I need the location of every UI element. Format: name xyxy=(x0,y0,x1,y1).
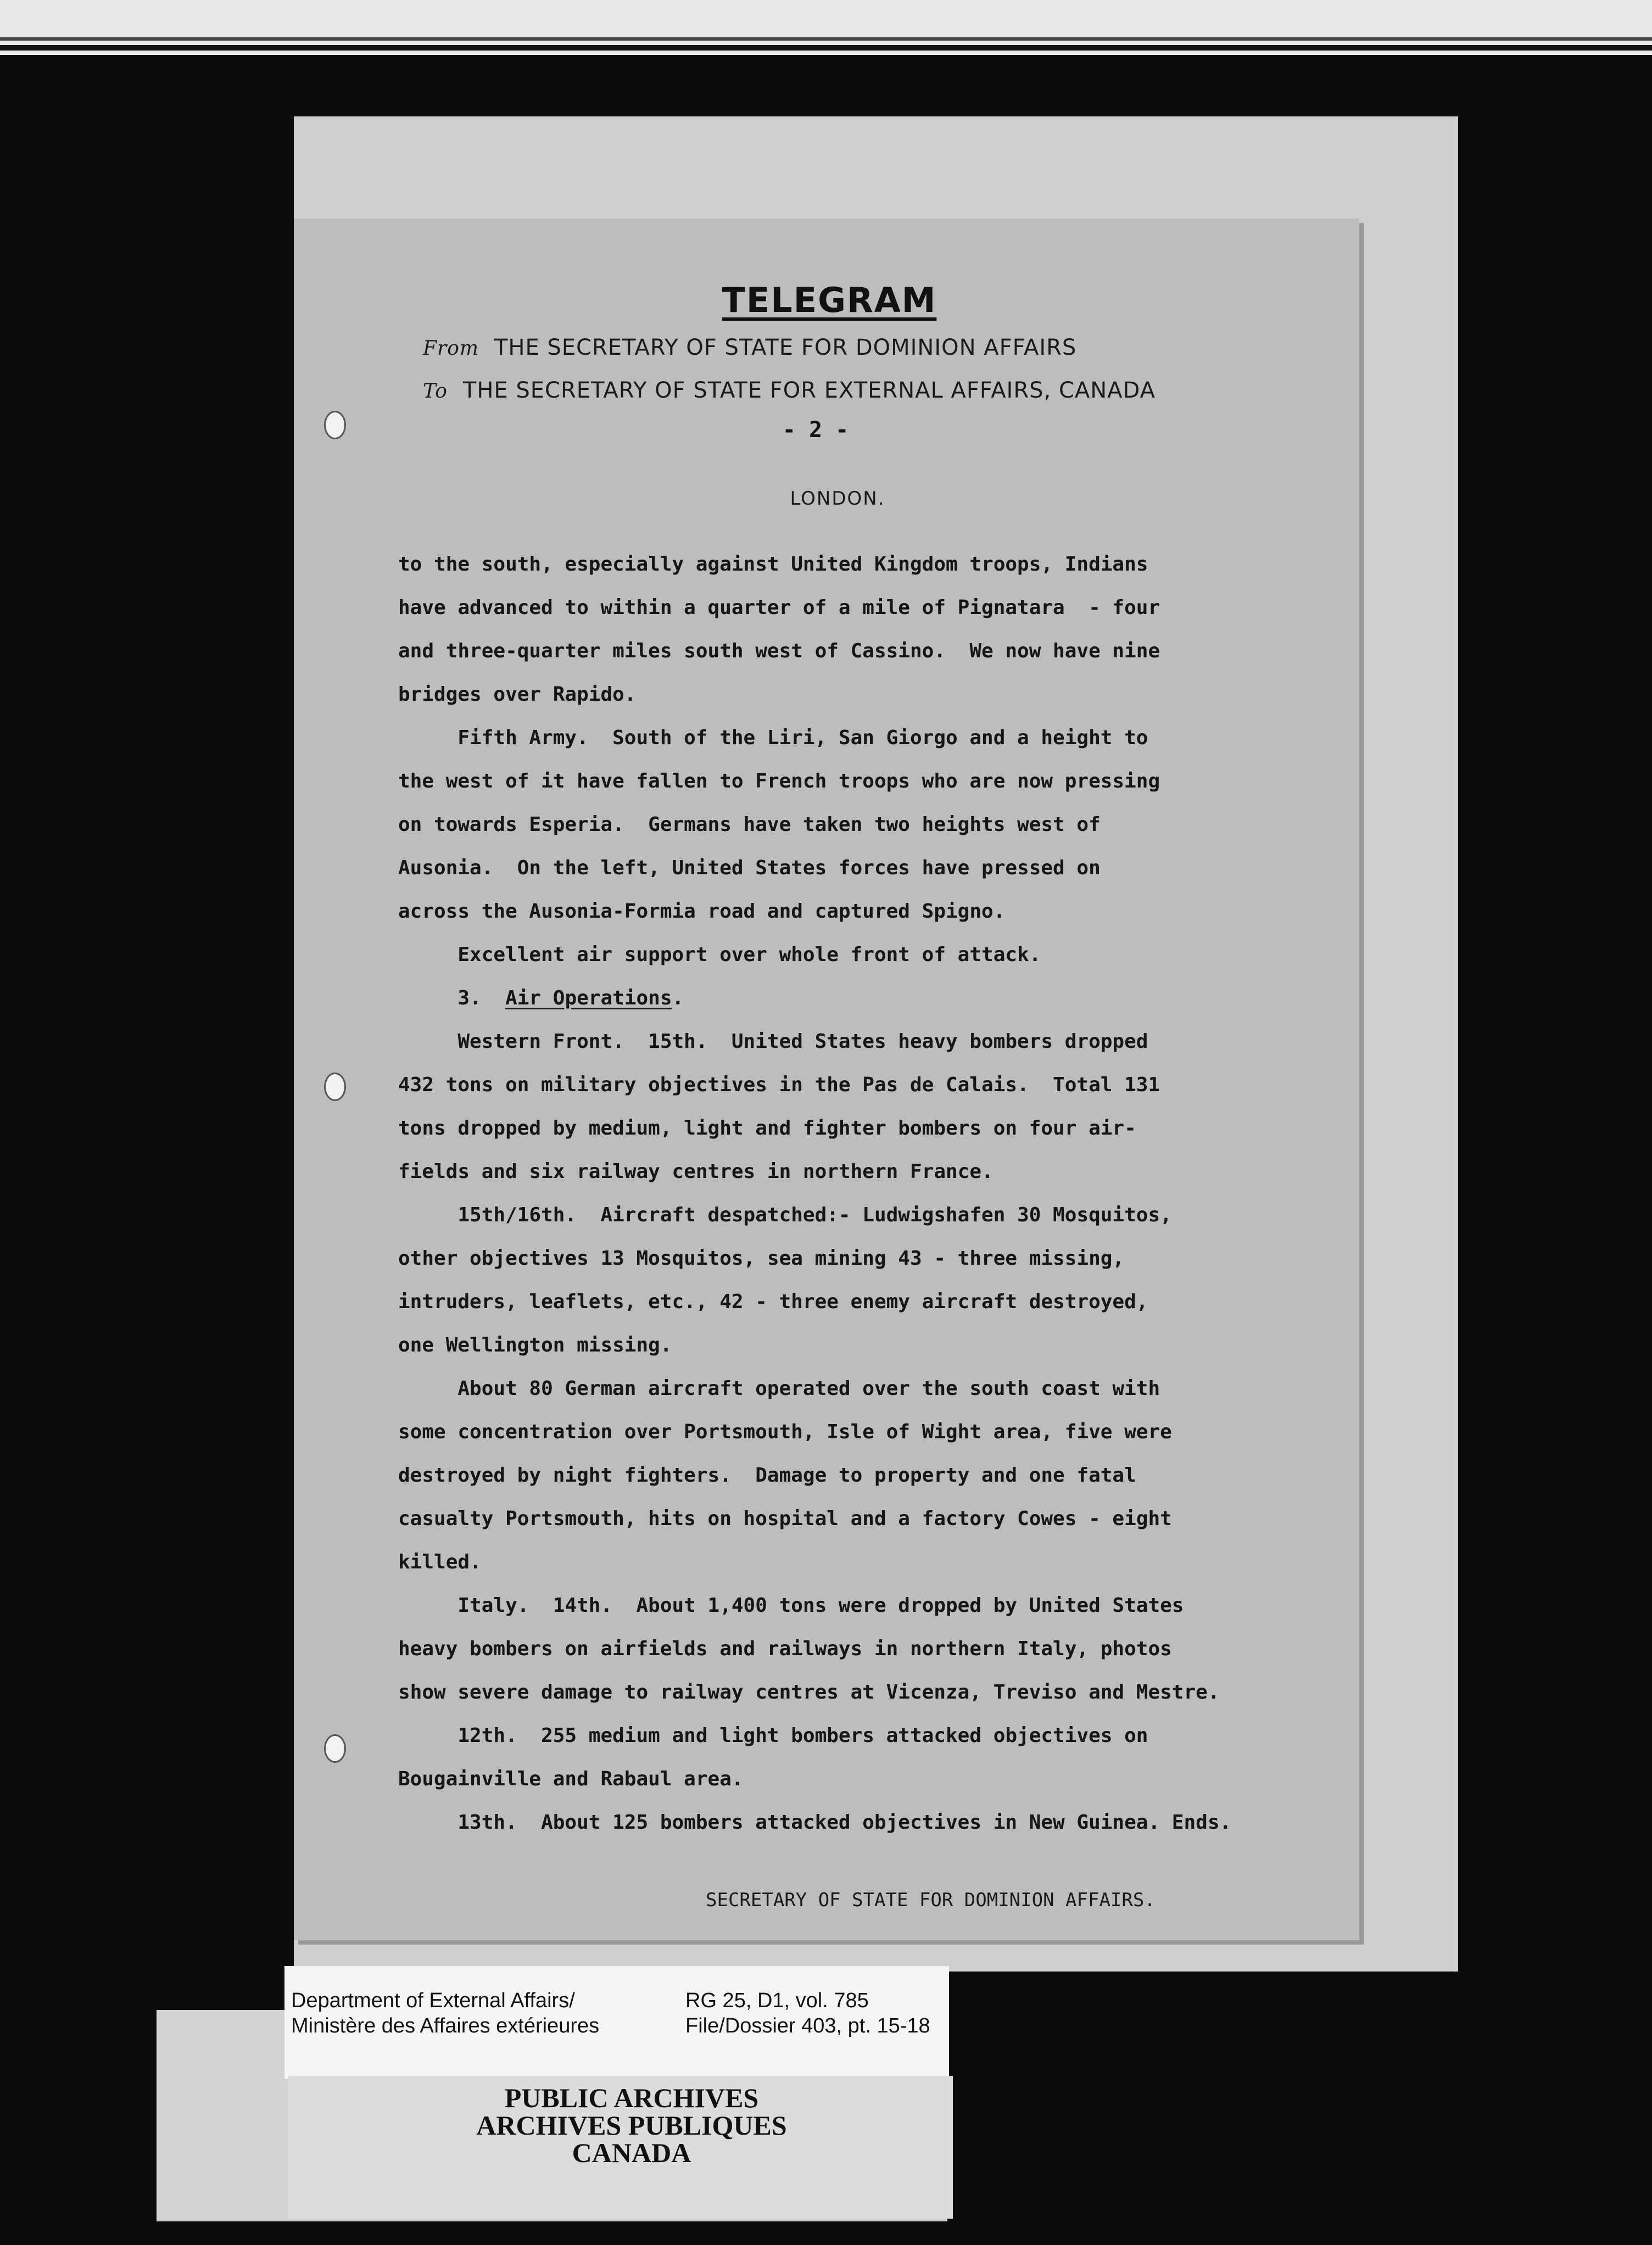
body-line: Ausonia. On the left, United States forces have pressed on xyxy=(398,857,1101,879)
body-line: destroyed by night fighters. Damage to property and one fatal xyxy=(398,1464,1136,1487)
body-line: across the Ausonia-Formia road and captured Spigno. xyxy=(398,900,1006,923)
archives-line-2: ARCHIVES PUBLIQUES xyxy=(476,2110,787,2141)
telegram-title: TELEGRAM xyxy=(722,280,937,320)
archives-stamp xyxy=(384,2084,879,2166)
from-label: From xyxy=(423,337,479,360)
body-line: fields and six railway centres in northern France. xyxy=(398,1160,994,1183)
body-line: Fifth Army. South of the Liri, San Giorgo and a height to xyxy=(398,727,1148,749)
section-heading: Air Operations xyxy=(505,987,672,1009)
page-number: - 2 - xyxy=(782,417,849,443)
to-label: To xyxy=(423,380,448,403)
punch-hole-icon xyxy=(324,1734,346,1763)
body-line: on towards Esperia. Germans have taken two heights west of xyxy=(398,813,1101,836)
body-line: and three-quarter miles south west of Cassino. We now have nine xyxy=(398,640,1160,662)
body-line: killed. xyxy=(398,1551,482,1573)
body-line: the west of it have fallen to French troops who are now pressing xyxy=(398,770,1160,792)
body-line: 12th. 255 medium and light bombers attacked objectives on xyxy=(398,1724,1148,1747)
archives-line-3: CANADA xyxy=(572,2137,691,2168)
punch-hole-icon xyxy=(324,1073,346,1101)
body-line: 15th/16th. Aircraft despatched:- Ludwigshafen 30 Mosquitos, xyxy=(398,1204,1172,1226)
from-line xyxy=(423,335,1076,360)
telegram-body xyxy=(398,543,1332,1844)
from-text: THE SECRETARY OF STATE FOR DOMINION AFFAIRS xyxy=(494,335,1077,360)
place-name: LONDON. xyxy=(790,488,885,510)
film-edge-line xyxy=(0,45,1652,51)
section-heading-line xyxy=(398,976,1332,1020)
reference-column xyxy=(685,1988,930,2039)
to-text: THE SECRETARY OF STATE FOR EXTERNAL AFFAIRS, CANADA xyxy=(462,378,1156,403)
film-edge-line xyxy=(0,37,1652,41)
department-column xyxy=(291,1988,599,2039)
telegram-sheet xyxy=(294,219,1359,1940)
body-line: one Wellington missing. xyxy=(398,1334,672,1356)
body-line: Italy. 14th. About 1,400 tons were dropped by United States xyxy=(398,1594,1184,1617)
body-line: tons dropped by medium, light and fighter bombers on four air- xyxy=(398,1117,1136,1140)
body-line: heavy bombers on airfields and railways in northern Italy, photos xyxy=(398,1638,1172,1660)
body-line: casualty Portsmouth, hits on hospital and a factory Cowes - eight xyxy=(398,1507,1172,1530)
body-line: intruders, leaflets, etc., 42 - three enemy aircraft destroyed, xyxy=(398,1291,1148,1313)
to-line xyxy=(423,378,1156,403)
body-line: Western Front. 15th. United States heavy bombers dropped xyxy=(398,1030,1148,1053)
punch-hole-icon xyxy=(324,411,346,439)
body-line: have advanced to within a quarter of a mile of Pignatara - four xyxy=(398,596,1160,619)
archive-reference-label xyxy=(284,1966,949,2079)
archives-line-1: PUBLIC ARCHIVES xyxy=(504,2082,759,2113)
department-fr: Ministère des Affaires extérieures xyxy=(291,2014,600,2037)
signoff: SECRETARY OF STATE FOR DOMINION AFFAIRS. xyxy=(706,1889,1156,1911)
body-line: to the south, especially against United Kingdom troops, Indians xyxy=(398,553,1148,576)
film-edge-top xyxy=(0,0,1652,55)
body-line: About 80 German aircraft operated over the south coast with xyxy=(398,1377,1160,1400)
body-line: 13th. About 125 bombers attacked objectives in New Guinea. Ends. xyxy=(398,1811,1232,1834)
body-line: other objectives 13 Mosquitos, sea mining 43 - three missing, xyxy=(398,1247,1125,1270)
section-heading-suffix: . xyxy=(672,987,684,1009)
reference-file: File/Dossier 403, pt. 15-18 xyxy=(685,2014,930,2037)
body-line: bridges over Rapido. xyxy=(398,683,637,706)
section-number: 3. xyxy=(398,987,506,1009)
body-line: show severe damage to railway centres at Vicenza, Treviso and Mestre. xyxy=(398,1681,1220,1704)
reference-rg: RG 25, D1, vol. 785 xyxy=(685,1989,869,2012)
body-line: Bougainville and Rabaul area. xyxy=(398,1768,744,1790)
department-en: Department of External Affairs/ xyxy=(291,1989,575,2012)
body-line: 432 tons on military objectives in the Pas de Calais. Total 131 xyxy=(398,1074,1160,1096)
body-line: some concentration over Portsmouth, Isle of Wight area, five were xyxy=(398,1421,1172,1443)
body-line: Excellent air support over whole front of attack. xyxy=(398,943,1041,966)
